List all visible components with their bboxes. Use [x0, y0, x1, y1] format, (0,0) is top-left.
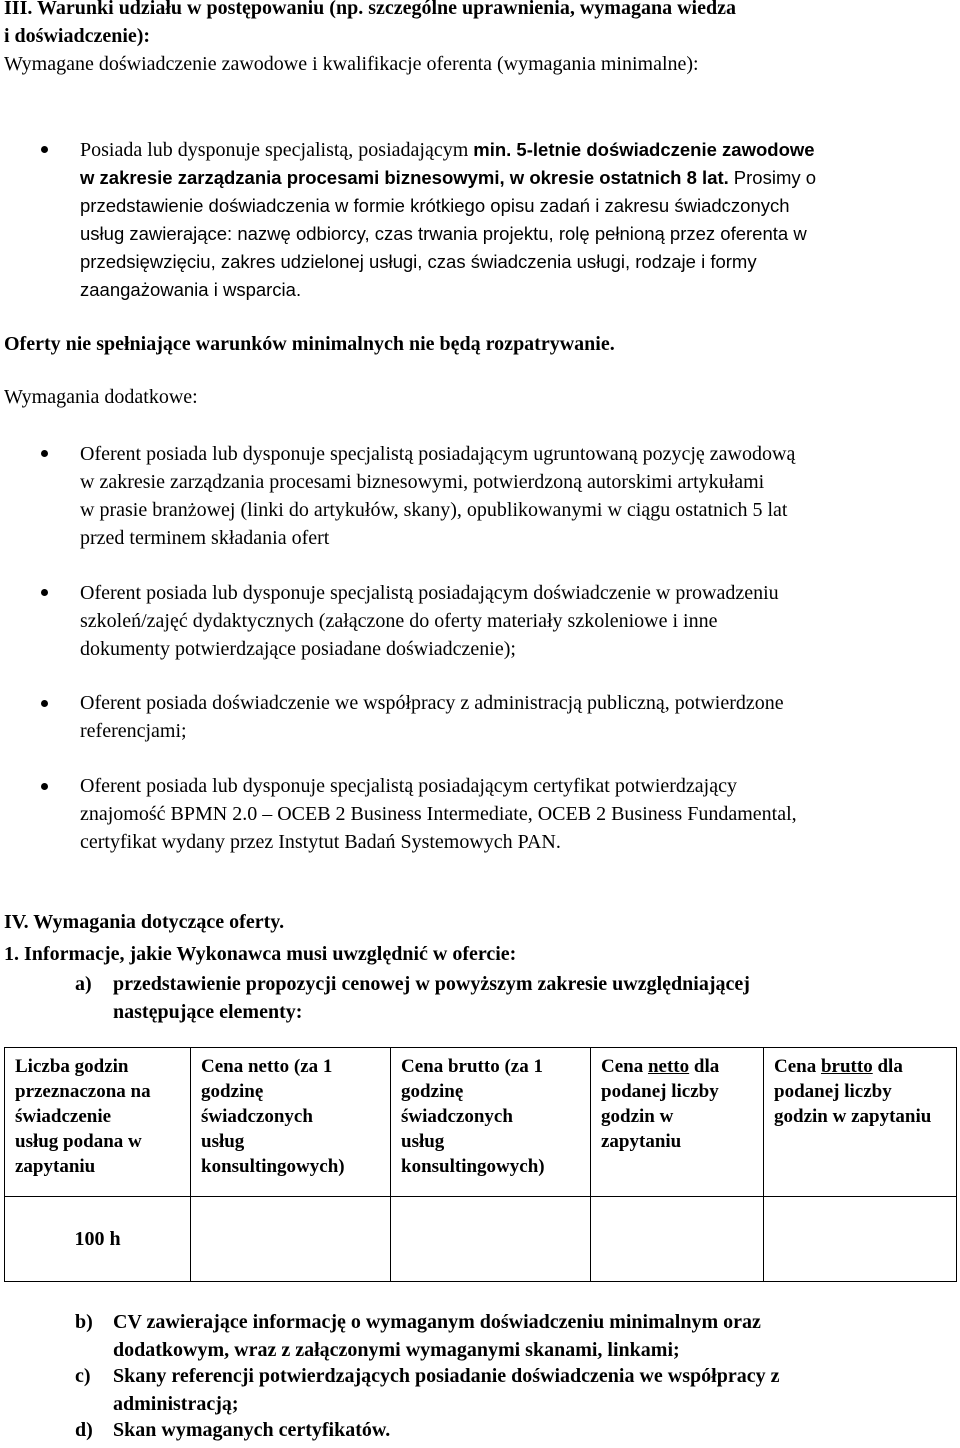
bullet-icon: [41, 783, 48, 790]
minimal-requirement-line6: zaangażowania i wsparcia.: [80, 279, 302, 300]
bullet-icon: [41, 700, 48, 707]
additional-req-1-line1: Oferent posiada lub dysponuje specjalistą posiadającym ugruntowaną pozycję zawodową: [80, 443, 796, 465]
min-req-bold-text-2: w zakresie zarządzania procesami biznesowymi, w okresie ostatnich 8 lat.: [80, 167, 729, 188]
minimal-requirement-line4: usług zawierające: nazwę odbiorcy, czas trwania projektu, rolę pełnioną przez oferenta w: [80, 223, 807, 244]
bullet-icon: [41, 146, 48, 153]
additional-req-2-line1: Oferent posiada lub dysponuje specjalistą posiadającym doświadczenie w prowadzeniu: [80, 582, 779, 604]
additional-req-1-line4: przed terminem składania ofert: [80, 527, 330, 549]
net-total-input-cell[interactable]: [591, 1197, 764, 1282]
table-header-row: [5, 1048, 957, 1197]
section-4-title: IV. Wymagania dotyczące oferty.: [4, 911, 285, 933]
table-row: [5, 1197, 957, 1282]
item-c-line2: administracją;: [113, 1393, 239, 1415]
minimal-requirement-line3: przedstawienie doświadczenia w formie krótkiego opisu zadań i zakresu świadczonych: [80, 195, 790, 216]
bullet-icon: [41, 450, 48, 457]
item-b-line2: dodatkowym, wraz z załączonymi wymaganymi skanami, linkami;: [113, 1339, 680, 1361]
item-d-label: d): [75, 1419, 93, 1441]
item-b-label: b): [75, 1311, 93, 1333]
price-table: [4, 1047, 957, 1282]
additional-requirements-title: Wymagania dodatkowe:: [4, 386, 198, 408]
hours-value-cell: 100 h: [5, 1197, 191, 1282]
header-net-total-cell: Cena netto dla podanej liczby godzin w zapytaniu: [591, 1048, 764, 1197]
item-a-line1: przedstawienie propozycji cenowej w powyższym zakresie uwzględniającej: [113, 973, 750, 995]
additional-req-1-line3: w prasie branżowej (linki do artykułów, skany), opublikowanymi w ciągu ostatnich 5 lat: [80, 499, 788, 521]
net-hour-input-cell[interactable]: [191, 1197, 391, 1282]
section-3-title-line2: i doświadczenie):: [4, 25, 151, 47]
item-c-label: c): [75, 1365, 91, 1387]
item-a-label: a): [75, 973, 92, 995]
additional-req-4-line3: certyfikat wydany przez Instytut Badań Systemowych PAN.: [80, 831, 561, 853]
additional-req-3-line1: Oferent posiada doświadczenie we współpracy z administracją publiczną, potwierdzone: [80, 692, 784, 714]
minimal-requirement: [80, 136, 943, 304]
additional-req-2-line3: dokumenty potwierdzające posiadane doświadczenie);: [80, 638, 516, 660]
header-gross-hour-cell: Cena brutto (za 1 godzinę świadczonych usług konsultingowych): [391, 1048, 591, 1197]
item-a-line2: następujące elementy:: [113, 1001, 303, 1023]
header-net-hour-cell: Cena netto (za 1 godzinę świadczonych usług konsultingowych): [191, 1048, 391, 1197]
section-3-title-line1: III. Warunki udziału w postępowaniu (np. szczególne uprawnienia, wymagana wiedza: [4, 0, 736, 19]
item-d-text: Skan wymaganych certyfikatów.: [113, 1419, 391, 1441]
additional-req-4-line2: znajomość BPMN 2.0 – OCEB 2 Business Intermediate, OCEB 2 Business Fundamental,: [80, 803, 797, 825]
additional-req-1-line2: w zakresie zarządzania procesami biznesowymi, potwierdzoną autorskimi artykułami: [80, 471, 765, 493]
minimal-requirement-line1: [80, 136, 943, 164]
item-a-text: [113, 970, 947, 1026]
item-c-text: [113, 1362, 947, 1418]
header-hours-cell: Liczba godzin przeznaczona na świadczenie usług podana w zapytaniu: [5, 1048, 191, 1197]
not-met-note: Oferty nie spełniające warunków minimalnych nie będą rozpatrywanie.: [4, 333, 615, 355]
minimal-requirement-line5: przedsięwzięciu, zakres udzielonej usługi, czas świadczenia usługi, rodzaje i formy: [80, 251, 757, 272]
additional-requirement-4: [80, 772, 943, 856]
additional-requirement-3: [80, 689, 943, 745]
min-req-bold-text: min. 5-letnie doświadczenie zawodowe: [473, 139, 815, 160]
min-req-normal-text: Posiada lub dysponuje specjalistą, posiadającym: [80, 139, 469, 161]
gross-hour-input-cell[interactable]: [391, 1197, 591, 1282]
required-intro: Wymagane doświadczenie zawodowe i kwalifikacje oferenta (wymagania minimalne):: [4, 53, 699, 75]
item-b-text: [113, 1308, 947, 1364]
bullet-icon: [41, 589, 48, 596]
additional-requirement-1: [80, 440, 943, 552]
section-3-title: [4, 0, 951, 50]
gross-total-input-cell[interactable]: [764, 1197, 957, 1282]
additional-req-2-line2: szkoleń/zajęć dydaktycznych (załączone do oferty materiały szkoleniowe i inne: [80, 610, 718, 632]
additional-requirement-2: [80, 579, 943, 663]
item-b-line1: CV zawierające informację o wymaganym doświadczeniu minimalnym oraz: [113, 1311, 761, 1333]
additional-req-3-line2: referencjami;: [80, 720, 187, 742]
item-1-heading: 1. Informacje, jakie Wykonawca musi uwzględnić w ofercie:: [4, 943, 517, 965]
min-req-normal-text-2: Prosimy o: [733, 167, 817, 188]
header-gross-total-cell: Cena brutto dla podanej liczby godzin w zapytaniu: [764, 1048, 957, 1197]
item-c-line1: Skany referencji potwierdzających posiadanie doświadczenia we współpracy z: [113, 1365, 780, 1387]
minimal-requirement-line2: [80, 164, 943, 192]
additional-req-4-line1: Oferent posiada lub dysponuje specjalistą posiadającym certyfikat potwierdzający: [80, 775, 737, 797]
